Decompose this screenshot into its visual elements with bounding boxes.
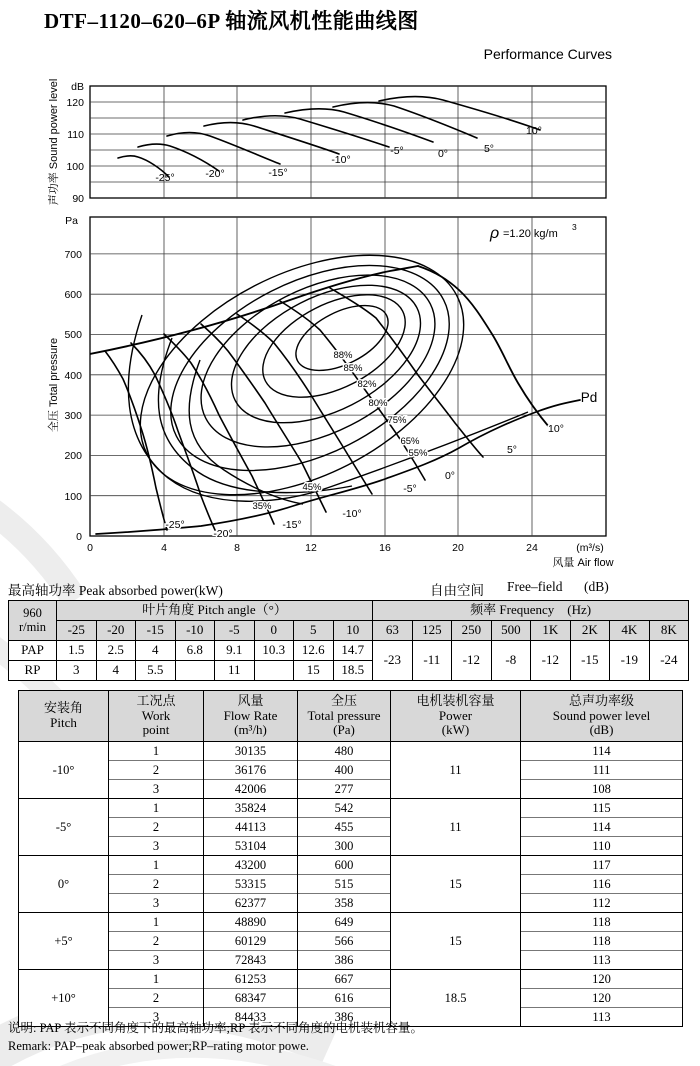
freq-value: -12	[531, 641, 571, 681]
flow-cell: 61253	[204, 970, 298, 989]
pressure-y-tick: 500	[64, 329, 82, 341]
pitch-col: 10	[333, 621, 373, 641]
pitch-col: -15	[136, 621, 176, 641]
point-cell: 2	[109, 989, 204, 1008]
noise-curve--10	[204, 122, 339, 154]
noise-y-tick: 90	[72, 193, 84, 205]
header-line: Total pressure	[307, 707, 381, 723]
sound-cell: 120	[521, 989, 683, 1008]
noise-y-tick: 120	[66, 97, 84, 109]
header-power	[391, 691, 521, 742]
pap-row-label: PAP	[9, 641, 57, 661]
freq-value: -15	[570, 641, 610, 681]
pitch-angle-label: -15°	[282, 519, 302, 531]
efficiency-label: 75%	[387, 415, 407, 426]
rp-value	[175, 661, 215, 681]
pressure-y-tick: 200	[64, 450, 82, 462]
pressure-cell: 616	[298, 989, 391, 1008]
flow-cell: 36176	[204, 761, 298, 780]
free-field-caption-unit: (dB)	[584, 579, 609, 594]
power-cell: 15	[391, 913, 521, 970]
pressure-unit-label: Pa	[65, 215, 78, 227]
pd-label: Pd	[580, 390, 598, 405]
pressure-x-tick: 8	[234, 542, 240, 554]
peak-power-table	[8, 600, 689, 681]
pressure-cell: 566	[298, 932, 391, 951]
efficiency-label: 45%	[302, 482, 322, 493]
remark-cn: 说明: PAP 表示不同角度下的最高轴功率;RP 表示不同角度的电机装机容量。	[8, 1021, 423, 1035]
pitch-col: -20	[96, 621, 136, 641]
noise-curve-label: 0°	[437, 148, 449, 160]
sound-cell: 111	[521, 761, 683, 780]
header-line: 全压	[330, 692, 357, 708]
header-line: (m³/h)	[234, 722, 267, 738]
noise-curve--20	[138, 144, 219, 171]
pitch-angle-label: -10°	[342, 508, 362, 520]
fan-curve-0	[280, 301, 425, 480]
freq-col: 500	[491, 621, 531, 641]
noise-y-axis-label: 声功率 Sound power level	[48, 78, 60, 206]
density-value: =1.20 kg/m	[503, 228, 558, 240]
pressure-cell: 455	[298, 818, 391, 837]
pressure-y-tick: 0	[76, 531, 82, 543]
pitch-angle-label: 0°	[444, 470, 456, 482]
point-cell: 2	[109, 932, 204, 951]
frequency-header: 频率 Frequency (Hz)	[373, 601, 689, 621]
sound-cell: 113	[521, 1008, 683, 1027]
point-cell: 3	[109, 837, 204, 856]
rpm-unit: r/min	[18, 619, 47, 634]
sound-cell: 114	[521, 742, 683, 761]
sound-cell: 118	[521, 932, 683, 951]
page-title: DTF–1120–620–6P 轴流风机性能曲线图	[44, 9, 419, 33]
pressure-x-unit: (m³/s)	[576, 542, 604, 554]
power-cell: 11	[391, 799, 521, 856]
pap-value: 6.8	[175, 641, 215, 661]
header-work-point	[109, 691, 204, 742]
pap-value: 10.3	[254, 641, 294, 661]
rp-value: 15	[294, 661, 334, 681]
pressure-y-tick: 400	[64, 370, 82, 382]
pressure-chart	[46, 206, 614, 569]
point-cell: 2	[109, 761, 204, 780]
rp-value: 5.5	[136, 661, 176, 681]
header-line: 总声功率级	[568, 692, 634, 708]
header-line: 电机装机容量	[416, 692, 495, 708]
pitch-cell: 0°	[19, 856, 109, 913]
point-cell: 1	[109, 970, 204, 989]
flow-cell: 43200	[204, 856, 298, 875]
pressure-plot-border	[90, 217, 606, 536]
point-cell: 1	[109, 913, 204, 932]
header-pitch	[19, 691, 109, 742]
header-line: 安装角	[43, 700, 83, 716]
sound-cell: 120	[521, 970, 683, 989]
pressure-cell: 400	[298, 761, 391, 780]
pitch-col: -10	[175, 621, 215, 641]
header-line: Sound power level	[552, 707, 651, 723]
efficiency-contour-88	[286, 292, 399, 384]
efficiency-label: 35%	[252, 501, 272, 512]
pressure-y-tick: 600	[64, 289, 82, 301]
freq-value: -12	[452, 641, 492, 681]
point-cell: 2	[109, 875, 204, 894]
pap-value: 9.1	[215, 641, 255, 661]
pressure-cell: 480	[298, 742, 391, 761]
efficiency-label: 82%	[357, 379, 377, 390]
pitch-angle-label: -5°	[403, 483, 417, 495]
pitch-cell: +10°	[19, 970, 109, 1027]
pressure-x-tick: 20	[452, 542, 464, 554]
pressure-x-tick: 24	[526, 542, 538, 554]
flow-cell: 72843	[204, 951, 298, 970]
pitch-col: 0	[254, 621, 294, 641]
header-flow-rate	[204, 691, 298, 742]
header-sound-power	[521, 691, 683, 742]
efficiency-label: 65%	[400, 436, 420, 447]
pressure-y-tick: 300	[64, 410, 82, 422]
pap-value: 4	[136, 641, 176, 661]
sound-cell: 118	[521, 913, 683, 932]
pitch-angle-label: -25°	[165, 519, 185, 531]
header-total-pressure	[298, 691, 391, 742]
power-cell: 15	[391, 856, 521, 913]
freq-col: 63	[373, 621, 413, 641]
sound-cell: 108	[521, 780, 683, 799]
sound-cell: 116	[521, 875, 683, 894]
freq-col: 4K	[610, 621, 650, 641]
header-line: 风量	[237, 692, 264, 708]
pressure-cell: 277	[298, 780, 391, 799]
efficiency-label: 55%	[408, 448, 428, 459]
pressure-cell: 386	[298, 1008, 391, 1027]
pressure-x-tick: 16	[379, 542, 391, 554]
noise-curve--15	[167, 132, 280, 164]
rp-value: 18.5	[333, 661, 373, 681]
flow-cell: 48890	[204, 913, 298, 932]
flow-cell: 53315	[204, 875, 298, 894]
freq-col: 250	[452, 621, 492, 641]
efficiency-contour-82	[209, 257, 443, 451]
header-line: Pitch	[50, 715, 77, 730]
sound-cell: 113	[521, 951, 683, 970]
freq-value: -11	[412, 641, 452, 681]
header-line: (dB)	[589, 722, 614, 738]
point-cell: 3	[109, 1008, 204, 1027]
pressure-cell: 542	[298, 799, 391, 818]
pressure-cell: 649	[298, 913, 391, 932]
header-line: point	[142, 722, 170, 738]
pressure-cell: 386	[298, 951, 391, 970]
stall-envelope-curve	[90, 266, 418, 354]
freq-col: 8K	[649, 621, 689, 641]
point-cell: 3	[109, 951, 204, 970]
pressure-y-tick: 100	[64, 491, 82, 503]
pitch-cell: -5°	[19, 799, 109, 856]
noise-curve-10	[379, 97, 540, 130]
sound-cell: 110	[521, 837, 683, 856]
noise-curve-label: -20°	[205, 168, 225, 180]
pitch-angle-label: 10°	[548, 423, 564, 435]
flow-cell: 30135	[204, 742, 298, 761]
efficiency-contour-55	[128, 315, 528, 501]
pressure-cell: 600	[298, 856, 391, 875]
pitch-angle-label: -20°	[213, 528, 233, 540]
flow-cell: 62377	[204, 894, 298, 913]
noise-curve-label: 10°	[526, 125, 542, 137]
rp-value: 3	[57, 661, 97, 681]
rp-value: 4	[96, 661, 136, 681]
density-superscript: 3	[572, 222, 577, 232]
rp-value: 11	[215, 661, 255, 681]
pressure-cell: 667	[298, 970, 391, 989]
density-rho: ρ	[490, 225, 500, 242]
power-cell: 18.5	[391, 970, 521, 1027]
efficiency-label: 85%	[343, 363, 363, 374]
freq-col: 2K	[570, 621, 610, 641]
freq-col: 125	[412, 621, 452, 641]
flow-cell: 44113	[204, 818, 298, 837]
efficiency-contour-85	[246, 274, 421, 419]
pressure-y-axis-label: 全压 Total pressure	[48, 337, 60, 433]
freq-value: -23	[373, 641, 413, 681]
performance-charts	[0, 75, 700, 575]
rp-row-label: RP	[9, 661, 57, 681]
pitch-cell: -10°	[19, 742, 109, 799]
rpm-cell	[9, 601, 57, 641]
sound-cell: 117	[521, 856, 683, 875]
peak-power-caption: 最高轴功率 Peak absorbed power(kW)	[8, 583, 223, 598]
pap-value: 2.5	[96, 641, 136, 661]
pressure-grid-horizontal	[90, 254, 606, 496]
sound-cell: 115	[521, 799, 683, 818]
pap-value: 12.6	[294, 641, 334, 661]
pressure-cell: 300	[298, 837, 391, 856]
pitch-cell: +5°	[19, 913, 109, 970]
freq-col: 1K	[531, 621, 571, 641]
noise-grid-vertical	[164, 86, 532, 198]
fan-curve--25	[105, 351, 167, 530]
freq-value: -19	[610, 641, 650, 681]
pressure-x-tick: 4	[161, 542, 167, 554]
pressure-x-axis-label: 风量 Air flow	[552, 557, 614, 569]
flow-cell: 42006	[204, 780, 298, 799]
noise-curve-label: -25°	[155, 172, 175, 184]
flow-cell: 60129	[204, 932, 298, 951]
noise-curve-label: -5°	[390, 145, 404, 157]
header-line: (kW)	[441, 722, 470, 738]
efficiency-contour-75	[137, 223, 482, 512]
pitch-col: -25	[57, 621, 97, 641]
pap-value: 1.5	[57, 641, 97, 661]
point-cell: 1	[109, 799, 204, 818]
point-cell: 3	[109, 780, 204, 799]
sound-cell: 112	[521, 894, 683, 913]
header-line: 工况点	[136, 692, 176, 708]
pressure-cell: 358	[298, 894, 391, 913]
efficiency-label: 80%	[368, 398, 388, 409]
flow-cell: 53104	[204, 837, 298, 856]
pitch-angle-label: 5°	[506, 444, 518, 456]
pitch-angle-header: 叶片角度 Pitch angle（°）	[57, 601, 373, 621]
remark-en: Remark: PAP–peak absorbed power;RP–rating motor powe.	[8, 1039, 309, 1053]
pressure-x-tick: 12	[305, 542, 317, 554]
rpm-value: 960	[23, 605, 42, 620]
point-cell: 2	[109, 818, 204, 837]
chart-subtitle: Performance Curves	[483, 46, 612, 62]
operating-points-table	[18, 690, 683, 1027]
noise-chart	[46, 79, 606, 206]
noise-curve-label: -15°	[268, 167, 288, 179]
noise-y-tick: 110	[67, 129, 84, 141]
free-field-caption-cn: 自由空间	[430, 583, 484, 598]
freq-value: -8	[491, 641, 531, 681]
pitch-col: -5	[215, 621, 255, 641]
point-cell: 1	[109, 742, 204, 761]
noise-curve--5	[243, 116, 389, 147]
noise-curve-label: -10°	[331, 154, 351, 166]
freq-value: -24	[649, 641, 689, 681]
pitch-col: 5	[294, 621, 334, 641]
flow-cell: 35824	[204, 799, 298, 818]
point-cell: 3	[109, 894, 204, 913]
flow-cell: 68347	[204, 989, 298, 1008]
power-cell: 11	[391, 742, 521, 799]
point-cell: 1	[109, 856, 204, 875]
free-field-caption-en: Free–field	[507, 579, 563, 594]
header-line: Power	[438, 707, 473, 723]
pressure-grid-vertical	[164, 217, 532, 536]
pressure-y-tick: 700	[64, 249, 82, 261]
rp-value	[254, 661, 294, 681]
efficiency-contour-35	[189, 360, 303, 504]
noise-unit-label: dB	[71, 81, 84, 93]
header-line: Work	[141, 707, 171, 723]
efficiency-label: 88%	[333, 350, 353, 361]
flow-cell: 84433	[204, 1008, 298, 1027]
noise-curve-label: 5°	[483, 143, 495, 155]
pap-value: 14.7	[333, 641, 373, 661]
header-line: Flow Rate	[223, 707, 278, 723]
noise-y-tick: 100	[66, 161, 84, 173]
sound-cell: 114	[521, 818, 683, 837]
header-line: (Pa)	[333, 722, 355, 738]
pressure-cell: 515	[298, 875, 391, 894]
pressure-x-tick: 0	[87, 542, 93, 554]
